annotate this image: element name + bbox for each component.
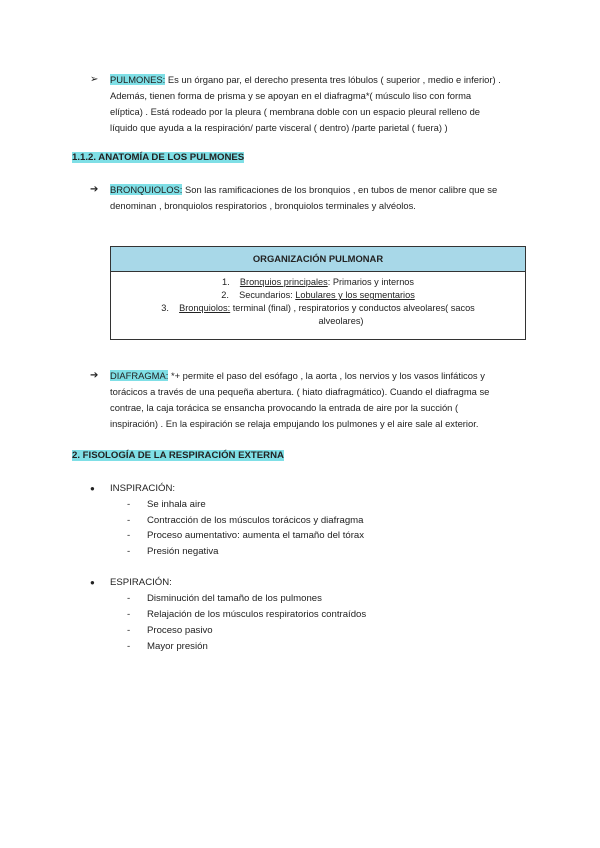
- diafragma-text: *+ permite el paso del esófago , la aorta , los nervios y los vasos linfáticos y: [168, 370, 485, 381]
- item-term: Bronquios principales: [239, 277, 328, 287]
- item-term: Bronquiolos:: [179, 303, 231, 313]
- anatomy-heading: [72, 151, 244, 165]
- list-item: - Proceso pasivo: [127, 625, 213, 636]
- list-item: - Proceso aumentativo: aumenta el tamaño del tórax: [127, 530, 365, 541]
- pulmones-text: Además, tienen forma de prisma y se apoyan en el diafragma*( músculo liso con forma: [110, 90, 472, 101]
- bronquiolos-label: BRONQUIOLOS:: [110, 184, 183, 195]
- item-number: 3.: [161, 303, 169, 313]
- bronquiolos-text: Son las ramificaciones de los bronquios , en tubos de menor calibre que se: [182, 184, 498, 195]
- anatomy-heading-text: 1.1.2. ANATOMÍA DE LOS PULMONES: [72, 152, 245, 163]
- item-number: 2.: [221, 290, 229, 300]
- organizacion-item: [111, 302, 525, 315]
- item-text: Secundarios:: [239, 290, 296, 300]
- bronquiolos-text: denominan , bronquiolos respiratorios , bronquiolos terminales y alvéolos.: [110, 200, 416, 211]
- diafragma-paragraph: [110, 368, 550, 432]
- list-item: - Disminución del tamaño de los pulmones: [127, 593, 322, 604]
- list-item: - Presión negativa: [127, 546, 219, 557]
- organizacion-item: [111, 289, 525, 302]
- diafragma-text: torácicos a través de una pequeña abertura. ( hiato diafragmático). Cuando el diafragma se: [110, 386, 490, 397]
- organizacion-item: [111, 276, 525, 289]
- item-term: Lobulares y los segmentarios: [295, 290, 415, 300]
- diafragma-label: DIAFRAGMA:: [110, 370, 169, 381]
- item-text: terminal (final) , respiratorios y conductos alveolares( sacos: [230, 303, 475, 313]
- physiology-heading-text: 2. FISOLOGÍA DE LA RESPIRACIÓN EXTERNA: [72, 450, 284, 461]
- espiracion-title: ESPIRACIÓN:: [110, 577, 172, 588]
- inspiracion-title: INSPIRACIÓN:: [110, 483, 176, 494]
- bronquiolos-paragraph: [110, 182, 550, 214]
- arrow-right-icon: ➔: [90, 370, 99, 381]
- list-item: - Relajación de los músculos respiratorios contraídos: [127, 609, 367, 620]
- organizacion-table: [110, 246, 526, 340]
- item-text: : Primarios y internos: [327, 277, 415, 287]
- bullet-icon: ●: [90, 578, 95, 587]
- organizacion-title: ORGANIZACIÓN PULMONAR: [111, 247, 525, 272]
- pulmones-label: PULMONES:: [110, 74, 166, 85]
- list-item: - Se inhala aire: [127, 499, 206, 510]
- arrowhead-icon: ➢: [90, 74, 99, 85]
- item-text: alveolares): [318, 316, 364, 326]
- physiology-heading: [72, 449, 284, 463]
- bullet-icon: ●: [90, 484, 95, 493]
- pulmones-paragraph: [110, 72, 550, 136]
- list-item: - Mayor presión: [127, 641, 208, 652]
- item-number: 1.: [221, 277, 230, 287]
- list-item: - Contracción de los músculos torácicos y diafragma: [127, 515, 364, 526]
- organizacion-list: [111, 272, 525, 328]
- arrow-right-icon: ➔: [90, 184, 99, 195]
- diafragma-text: inspiración) . En la espiración se relaja empujando los pulmones y el aire sale al exterior.: [110, 418, 479, 429]
- diafragma-text: contrae, la caja torácica se ensancha provocando la entrada de aire por la succión (: [110, 402, 459, 413]
- pulmones-text: elíptica) . Está rodeado por la pleura ( membrana doble con un espacio pleural relleno de: [110, 106, 481, 117]
- pulmones-text: Es un órgano par, el derecho presenta tres lóbulos ( superior , medio e inferior) .: [165, 74, 501, 85]
- pulmones-text: líquido que ayuda a la respiración/ parte visceral ( dentro) /parte parietal ( fuera) ): [110, 122, 448, 133]
